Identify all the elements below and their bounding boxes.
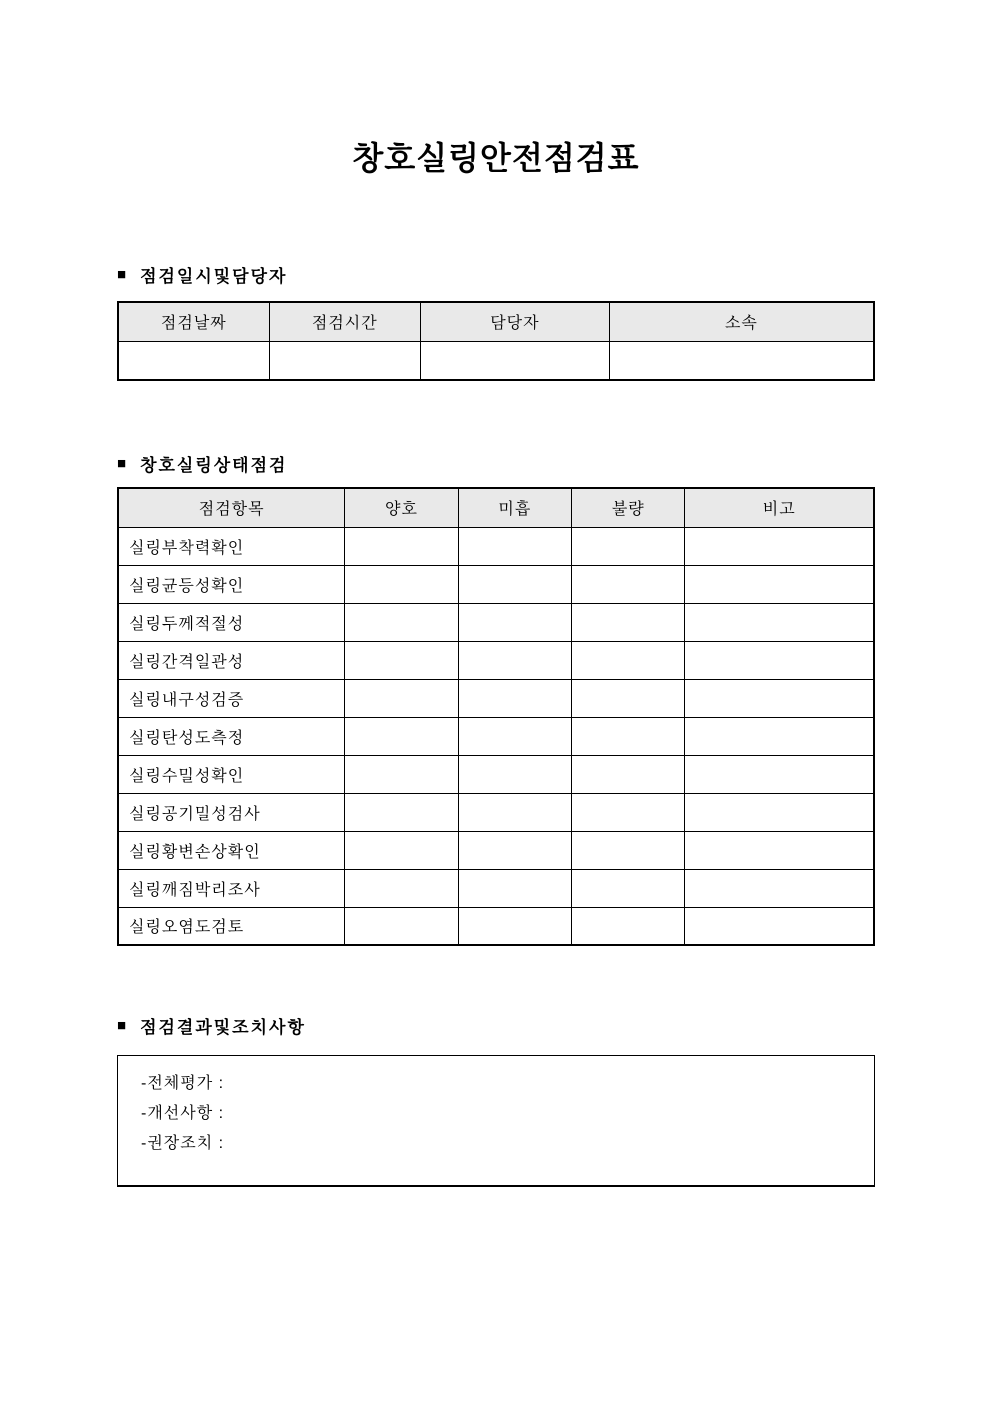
remarks-cell [685,527,874,565]
remarks-cell [685,831,874,869]
column-header-defective: 불량 [572,488,685,527]
insufficient-mark-cell [458,717,571,755]
table-row [118,831,874,869]
table-row [118,527,874,565]
insufficient-mark-cell [458,565,571,603]
table-row [118,907,874,945]
square-bullet-icon: ■ [117,266,129,283]
defective-mark-cell [572,603,685,641]
good-mark-cell [345,641,458,679]
good-mark-cell [345,717,458,755]
inspection-item-label: 실링깨짐박리조사 [118,869,345,907]
column-header-person: 담당자 [420,302,609,341]
column-header-date: 점검날짜 [118,302,269,341]
section-heading-label: 점검일시및담당자 [140,267,288,286]
page-content [117,262,875,1187]
table-header-row [118,488,874,527]
remarks-cell [685,603,874,641]
table-header-row [118,302,874,341]
good-mark-cell [345,679,458,717]
insufficient-mark-cell [458,755,571,793]
table-row [118,755,874,793]
inspection-info-table-body [118,341,874,380]
good-mark-cell [345,831,458,869]
table-row [118,869,874,907]
defective-mark-cell [572,717,685,755]
table-row [118,641,874,679]
inspection-item-label: 실링탄성도측정 [118,717,345,755]
sealing-condition-table-header [118,488,874,527]
section-heading-label: 창호실링상태점검 [140,456,288,475]
remarks-cell [685,565,874,603]
person-value-cell [420,341,609,380]
date-value-cell [118,341,269,380]
good-mark-cell [345,869,458,907]
inspection-item-label: 실링내구성검증 [118,679,345,717]
inspection-info-table [117,301,875,381]
good-mark-cell [345,527,458,565]
good-mark-cell [345,755,458,793]
good-mark-cell [345,603,458,641]
defective-mark-cell [572,907,685,945]
column-header-time: 점검시간 [269,302,420,341]
column-header-affiliation: 소속 [609,302,874,341]
inspection-info-table-header [118,302,874,341]
defective-mark-cell [572,679,685,717]
insufficient-mark-cell [458,907,571,945]
table-row [118,679,874,717]
remarks-cell [685,755,874,793]
defective-mark-cell [572,831,685,869]
inspection-item-label: 실링균등성확인 [118,565,345,603]
good-mark-cell [345,793,458,831]
table-row [118,565,874,603]
defective-mark-cell [572,527,685,565]
remarks-cell [685,717,874,755]
square-bullet-icon: ■ [117,455,129,472]
inspection-item-label: 실링수밀성확인 [118,755,345,793]
column-header-good: 양호 [345,488,458,527]
defective-mark-cell [572,565,685,603]
insufficient-mark-cell [458,793,571,831]
inspection-item-label: 실링두께적절성 [118,603,345,641]
insufficient-mark-cell [458,641,571,679]
inspection-item-label: 실링부착력확인 [118,527,345,565]
overall-evaluation-line: -전체평가 : [141,1075,225,1092]
insufficient-mark-cell [458,831,571,869]
defective-mark-cell [572,755,685,793]
insufficient-mark-cell [458,527,571,565]
insufficient-mark-cell [458,679,571,717]
time-value-cell [269,341,420,380]
page-title: 창호실링안전점검표 [352,140,640,176]
column-header-remarks: 비고 [685,488,874,527]
remarks-cell [685,869,874,907]
recommended-actions-line: -권장조치 : [141,1135,225,1152]
table-row [118,341,874,380]
insufficient-mark-cell [458,603,571,641]
defective-mark-cell [572,869,685,907]
remarks-cell [685,641,874,679]
section-heading-sealing-condition [117,451,875,476]
good-mark-cell [345,565,458,603]
defective-mark-cell [572,641,685,679]
sealing-condition-table-body [118,527,874,945]
column-header-item: 점검항목 [118,488,345,527]
inspection-item-label: 실링공기밀성검사 [118,793,345,831]
square-bullet-icon: ■ [117,1017,129,1034]
table-row [118,717,874,755]
inspection-item-label: 실링황변손상확인 [118,831,345,869]
improvements-line: -개선사항 : [141,1105,225,1122]
remarks-cell [685,793,874,831]
table-row [118,603,874,641]
remarks-cell [685,907,874,945]
inspection-item-label: 실링간격일관성 [118,641,345,679]
table-row [118,793,874,831]
results-box [117,1055,875,1187]
defective-mark-cell [572,793,685,831]
section-heading-label: 점검결과및조치사항 [140,1018,306,1037]
section-heading-results [117,1013,875,1038]
inspection-item-label: 실링오염도검토 [118,907,345,945]
good-mark-cell [345,907,458,945]
sealing-condition-table [117,487,875,946]
remarks-cell [685,679,874,717]
affiliation-value-cell [609,341,874,380]
column-header-insufficient: 미흡 [458,488,571,527]
section-heading-inspection-info [117,262,875,287]
insufficient-mark-cell [458,869,571,907]
